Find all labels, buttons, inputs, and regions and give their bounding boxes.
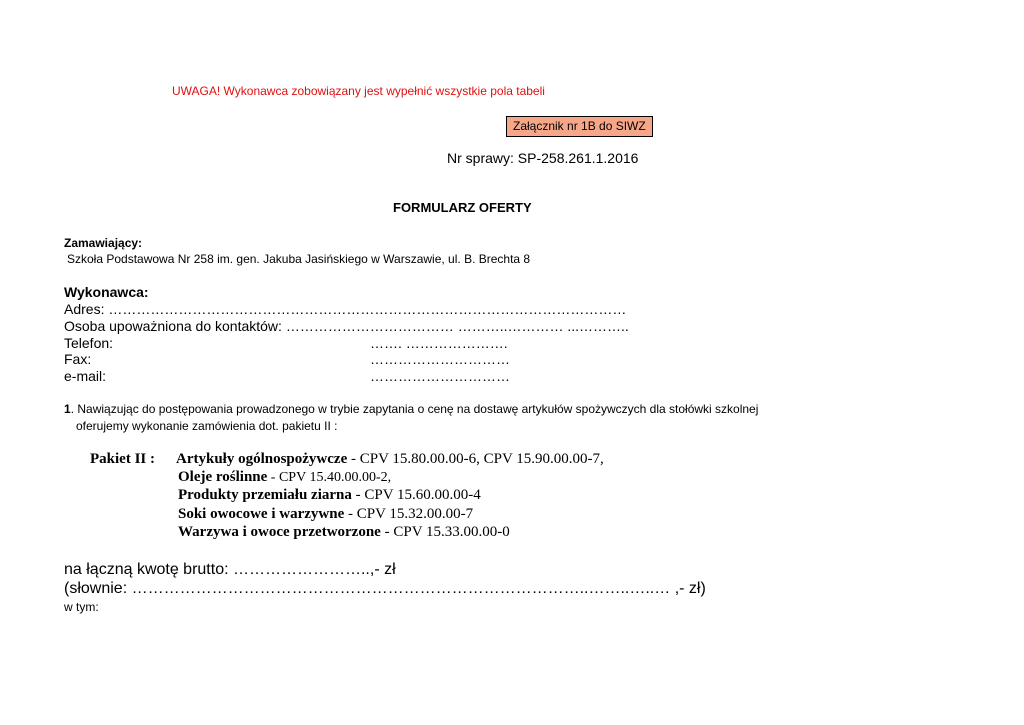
intro-line-1 (64, 402, 758, 416)
package-item-name: Soki owocowe i warzywne (178, 506, 345, 522)
buyer-value: Szkoła Podstawowa Nr 258 im. gen. Jakuba Jasińskiego w Warszawie, ul. B. Brechta 8 (67, 252, 531, 266)
address-field[interactable]: Adres: ………………………………………………………………………………………………… (64, 301, 627, 317)
package-label: Pakiet II : (90, 451, 155, 467)
package-item (178, 524, 510, 541)
package-item-cpv: - CPV 15.32.00.00-7 (344, 506, 474, 522)
package-item-cpv: - CPV 15.80.00.00-6, CPV 15.90.00.00-7, (347, 451, 604, 467)
package-item-cpv: - CPV 15.33.00.00-0 (380, 524, 510, 540)
package-item-cpv: - CPV 15.60.00.00-4 (351, 487, 481, 503)
package-item-name: Produkty przemiału ziarna (178, 487, 352, 503)
intro-number: 1 (64, 402, 71, 416)
package-item (176, 451, 604, 468)
email-field[interactable]: ………………………… (370, 368, 510, 384)
case-number: Nr sprawy: SP-258.261.1.2016 (447, 150, 639, 166)
package-item-name: Artykuły ogólnospożywcze (176, 451, 348, 467)
phone-label: Telefon: (64, 335, 114, 351)
annex-badge: Załącznik nr 1B do SIWZ (506, 116, 653, 137)
total-words-field[interactable]: (słownie: …………………………………………………………………………..……..…..… ,- zł) (64, 580, 706, 597)
package-item-name: Oleje roślinne (178, 469, 268, 485)
package-item-name: Warzywa i owoce przetworzone (178, 524, 381, 540)
package-item-cpv: - CPV 15.40.00.00-2, (267, 470, 392, 485)
email-label: e-mail: (64, 368, 107, 384)
fax-label: Fax: (64, 351, 92, 367)
warning-note: UWAGA! Wykonawca zobowiązany jest wypełnić wszystkie pola tabeli (172, 84, 545, 98)
total-amount-field[interactable]: na łączną kwotę brutto: ……………………..,- zł (64, 561, 396, 578)
package-item (178, 469, 391, 486)
including-label: w tym: (64, 600, 99, 614)
buyer-label: Zamawiający: (64, 236, 143, 250)
intro-text: . Nawiązując do postępowania prowadzonego w trybie zapytania o cenę na dostawę artykułów spożywczych dla stołówki szkolnej (70, 402, 759, 416)
fax-field[interactable]: ………………………… (370, 351, 510, 367)
contact-person-field[interactable]: Osoba upoważniona do kontaktów: ……………………………… ………..………… ...……….. (64, 318, 629, 334)
package-item (178, 487, 481, 504)
contractor-label: Wykonawca: (64, 284, 149, 300)
phone-field[interactable]: ……. …………………. (370, 335, 508, 351)
intro-line-2: oferujemy wykonanie zamówienia dot. pakietu II : (76, 419, 338, 433)
page-title: FORMULARZ OFERTY (393, 200, 532, 215)
package-item (178, 506, 473, 523)
